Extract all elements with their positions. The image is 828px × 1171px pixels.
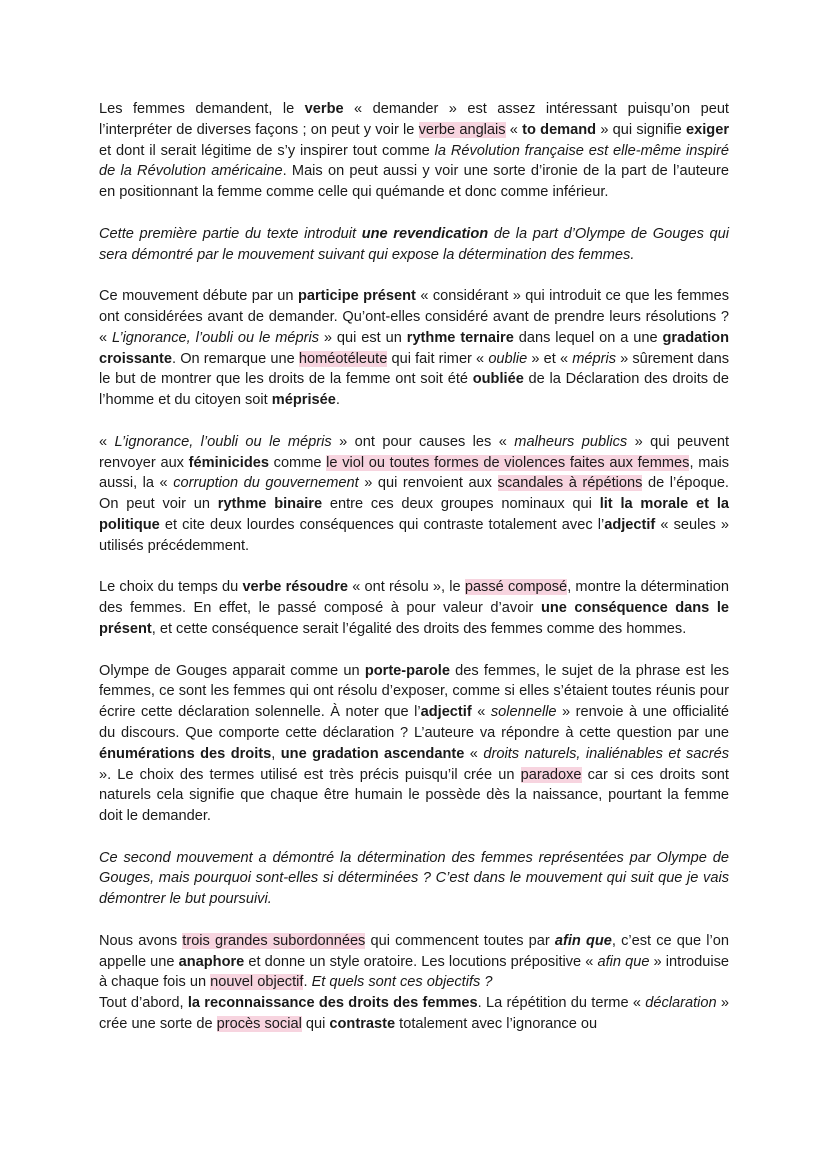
- bold-text: une revendication: [361, 225, 489, 242]
- bold-text: rythme binaire: [217, 496, 323, 513]
- text-run: Les femmes demandent, le: [99, 101, 305, 117]
- paragraph: [99, 848, 729, 910]
- italic-text: oublie: [488, 350, 528, 367]
- italic-text: malheurs publics: [514, 433, 628, 450]
- text-run: «: [471, 704, 491, 721]
- bold-text: la reconnaissance des droits des femmes: [187, 995, 478, 1012]
- text-run: de la part d’Olympe de Gouges qui sera démontré par le mouvement suivant qui expose la détermination des femmes.: [99, 225, 729, 263]
- text-run: ». Le choix des termes utilisé est très précis puisqu’il crée un: [99, 766, 521, 783]
- text-run: des femmes, le sujet de la phrase est les femmes, ce sont les femmes qui ont résolu d’exposer, comme si elles s’étaient toutes réunis pour écrire cette déclaration solennelle. À noter que l’: [99, 662, 729, 721]
- paragraph: [99, 993, 729, 1035]
- paragraph: [99, 931, 729, 993]
- text-run: « seules » utilisés précédemment.: [99, 516, 729, 554]
- bold-text: une conséquence dans le présent: [99, 600, 729, 637]
- paragraph: [99, 224, 729, 266]
- bold-text: oubliée: [472, 371, 524, 388]
- text-run: » et «: [527, 350, 573, 367]
- text-run: Le choix du temps du: [99, 579, 243, 596]
- italic-text: L’ignorance, l’oubli ou le mépris: [114, 433, 332, 450]
- bold-text: une gradation ascendante: [280, 745, 465, 762]
- text-run: Ce second mouvement a démontré la détermination des femmes représentées par Olympe de Gouges, mais pourquoi sont-elles si déterminées ? C’est dans le mouvement qui suit que je vais démontrer le but poursuivi.: [99, 849, 729, 908]
- highlighted-text: homéotéleute: [298, 350, 388, 367]
- text-run: » ont pour causes les «: [331, 433, 515, 450]
- text-run: «: [99, 433, 115, 450]
- italic-text: déclaration: [645, 995, 717, 1012]
- text-run: «: [464, 745, 484, 762]
- highlighted-text: trois grandes subordonnées: [182, 932, 366, 949]
- paragraph: [99, 577, 729, 639]
- text-run: .: [303, 974, 312, 991]
- highlighted-text: paradoxe: [520, 766, 582, 783]
- bold-text: féminicides: [188, 454, 269, 471]
- text-run: » qui renvoient aux: [358, 475, 498, 492]
- text-run: «: [505, 121, 523, 138]
- bold-text: gradation croissante: [99, 329, 729, 367]
- text-run: qui commencent toutes par: [365, 932, 555, 949]
- bold-text: participe présent: [297, 288, 416, 305]
- paragraph: [99, 661, 729, 827]
- italic-text: la Révolution française est elle-même inspiré de la Révolution américaine: [99, 142, 730, 180]
- text-run: .: [335, 392, 340, 409]
- bold-text: porte-parole: [364, 662, 450, 679]
- text-run: comme: [268, 454, 327, 471]
- bold-text: verbe: [304, 101, 344, 117]
- highlighted-text: procès social: [216, 1016, 302, 1033]
- text-run: . On remarque une: [172, 350, 299, 367]
- text-run: de la Déclaration des droits de l’homme et du citoyen soit: [99, 371, 729, 409]
- text-run: » sûrement dans le but de montrer que les droits de la femme ont soit été: [99, 350, 729, 388]
- paragraph: [99, 286, 729, 411]
- highlighted-text: passé composé: [464, 579, 568, 596]
- text-run: entre ces deux groupes nominaux qui: [322, 496, 600, 513]
- text-run: Tout d’abord,: [99, 995, 188, 1012]
- text-run: car si ces droits sont naturels cela signifie que chaque être humain le possède dès la naissance, pourtant la femme doit le demander.: [99, 766, 729, 825]
- text-run: Ce mouvement débute par un: [99, 288, 298, 305]
- text-run: » introduise à chaque fois un: [99, 953, 729, 991]
- text-run: . La répétition du terme «: [477, 995, 646, 1012]
- bold-text: contraste: [329, 1016, 396, 1033]
- bold-text: lit la morale et la politique: [99, 496, 729, 533]
- bold-text: verbe résoudre: [242, 579, 349, 596]
- text-run: et cite deux lourdes conséquences qui contraste totalement avec l’: [159, 516, 605, 533]
- bold-text: énumérations des droits: [99, 745, 272, 762]
- highlighted-text: nouvel objectif: [210, 974, 304, 991]
- italic-text: Et quels sont ces objectifs ?: [311, 974, 493, 991]
- text-run: qui: [301, 1016, 330, 1033]
- text-run: ,: [271, 745, 281, 762]
- text-run: dans lequel on a une: [513, 329, 663, 346]
- text-run: , c’est ce que l’on appelle une: [99, 932, 729, 970]
- text-run: Olympe de Gouges apparait comme un: [99, 662, 365, 679]
- text-run: Nous avons: [99, 932, 183, 949]
- paragraph: [99, 99, 729, 203]
- bold-text: adjectif: [420, 704, 472, 721]
- text-run: » renvoie à une officialité du discours. Que comporte cette déclaration ? L’auteure va répondre à cette question par une: [99, 704, 730, 741]
- text-run: totalement avec l’ignorance ou: [395, 1016, 598, 1033]
- paragraph: [99, 432, 729, 557]
- text-run: Cette première partie du texte introduit: [99, 225, 362, 242]
- text-run: et donne un style oratoire. Les locutions prépositive «: [244, 953, 598, 970]
- text-run: » qui est un: [319, 329, 407, 346]
- highlighted-text: scandales à répétions: [497, 475, 643, 492]
- text-run: , mais aussi, la «: [99, 454, 730, 492]
- bold-text: to demand: [522, 121, 597, 138]
- italic-text: droits naturels, inaliénables et sacrés: [483, 745, 729, 762]
- highlighted-text: verbe anglais: [418, 121, 506, 138]
- text-run: qui fait rimer «: [387, 350, 489, 367]
- bold-text: méprisée: [271, 392, 336, 409]
- text-run: « considérant » qui introduit ce que les femmes ont considérées avant de demander. Qu’ont-elles considéré avant de prendre leurs résolutions ? «: [99, 288, 730, 346]
- text-run: . Mais on peut aussi y voir une sorte d’ironie de la part de l’auteure en positionnant la femme comme celle qui quémande et donc comme inférieur.: [99, 163, 730, 201]
- text-run: , et cette conséquence serait l’égalité des droits des femmes comme des hommes.: [151, 620, 687, 637]
- bold-text: adjectif: [604, 516, 656, 533]
- text-run: » crée une sorte de: [99, 995, 730, 1033]
- text-run: , montre la détermination des femmes. En effet, le passé composé à pour valeur d’avoir: [99, 579, 730, 617]
- bold-text: rythme ternaire: [406, 329, 514, 346]
- italic-text: mépris: [572, 350, 616, 367]
- text-run: « ont résolu », le: [348, 579, 465, 596]
- bold-text: afin que: [554, 932, 612, 949]
- text-run: » qui signifie: [596, 121, 686, 138]
- text-run: de l’époque. On peut voir un: [99, 475, 729, 513]
- bold-text: anaphore: [178, 953, 245, 970]
- text-run: et dont il serait légitime de s’y inspirer tout comme: [99, 142, 435, 159]
- highlighted-text: le viol ou toutes formes de violences faites aux femmes: [326, 454, 690, 471]
- italic-text: solennelle: [490, 704, 557, 721]
- bold-text: exiger: [686, 121, 729, 138]
- italic-text: afin que: [597, 953, 650, 970]
- text-run: » qui peuvent renvoyer aux: [99, 433, 729, 471]
- italic-text: L’ignorance, l’oubli ou le mépris: [112, 329, 319, 346]
- italic-text: corruption du gouvernement: [173, 475, 359, 492]
- text-run: « demander » est assez intéressant puisqu’on peut l’interpréter de diverses façons ; on peut y voir le: [99, 101, 729, 138]
